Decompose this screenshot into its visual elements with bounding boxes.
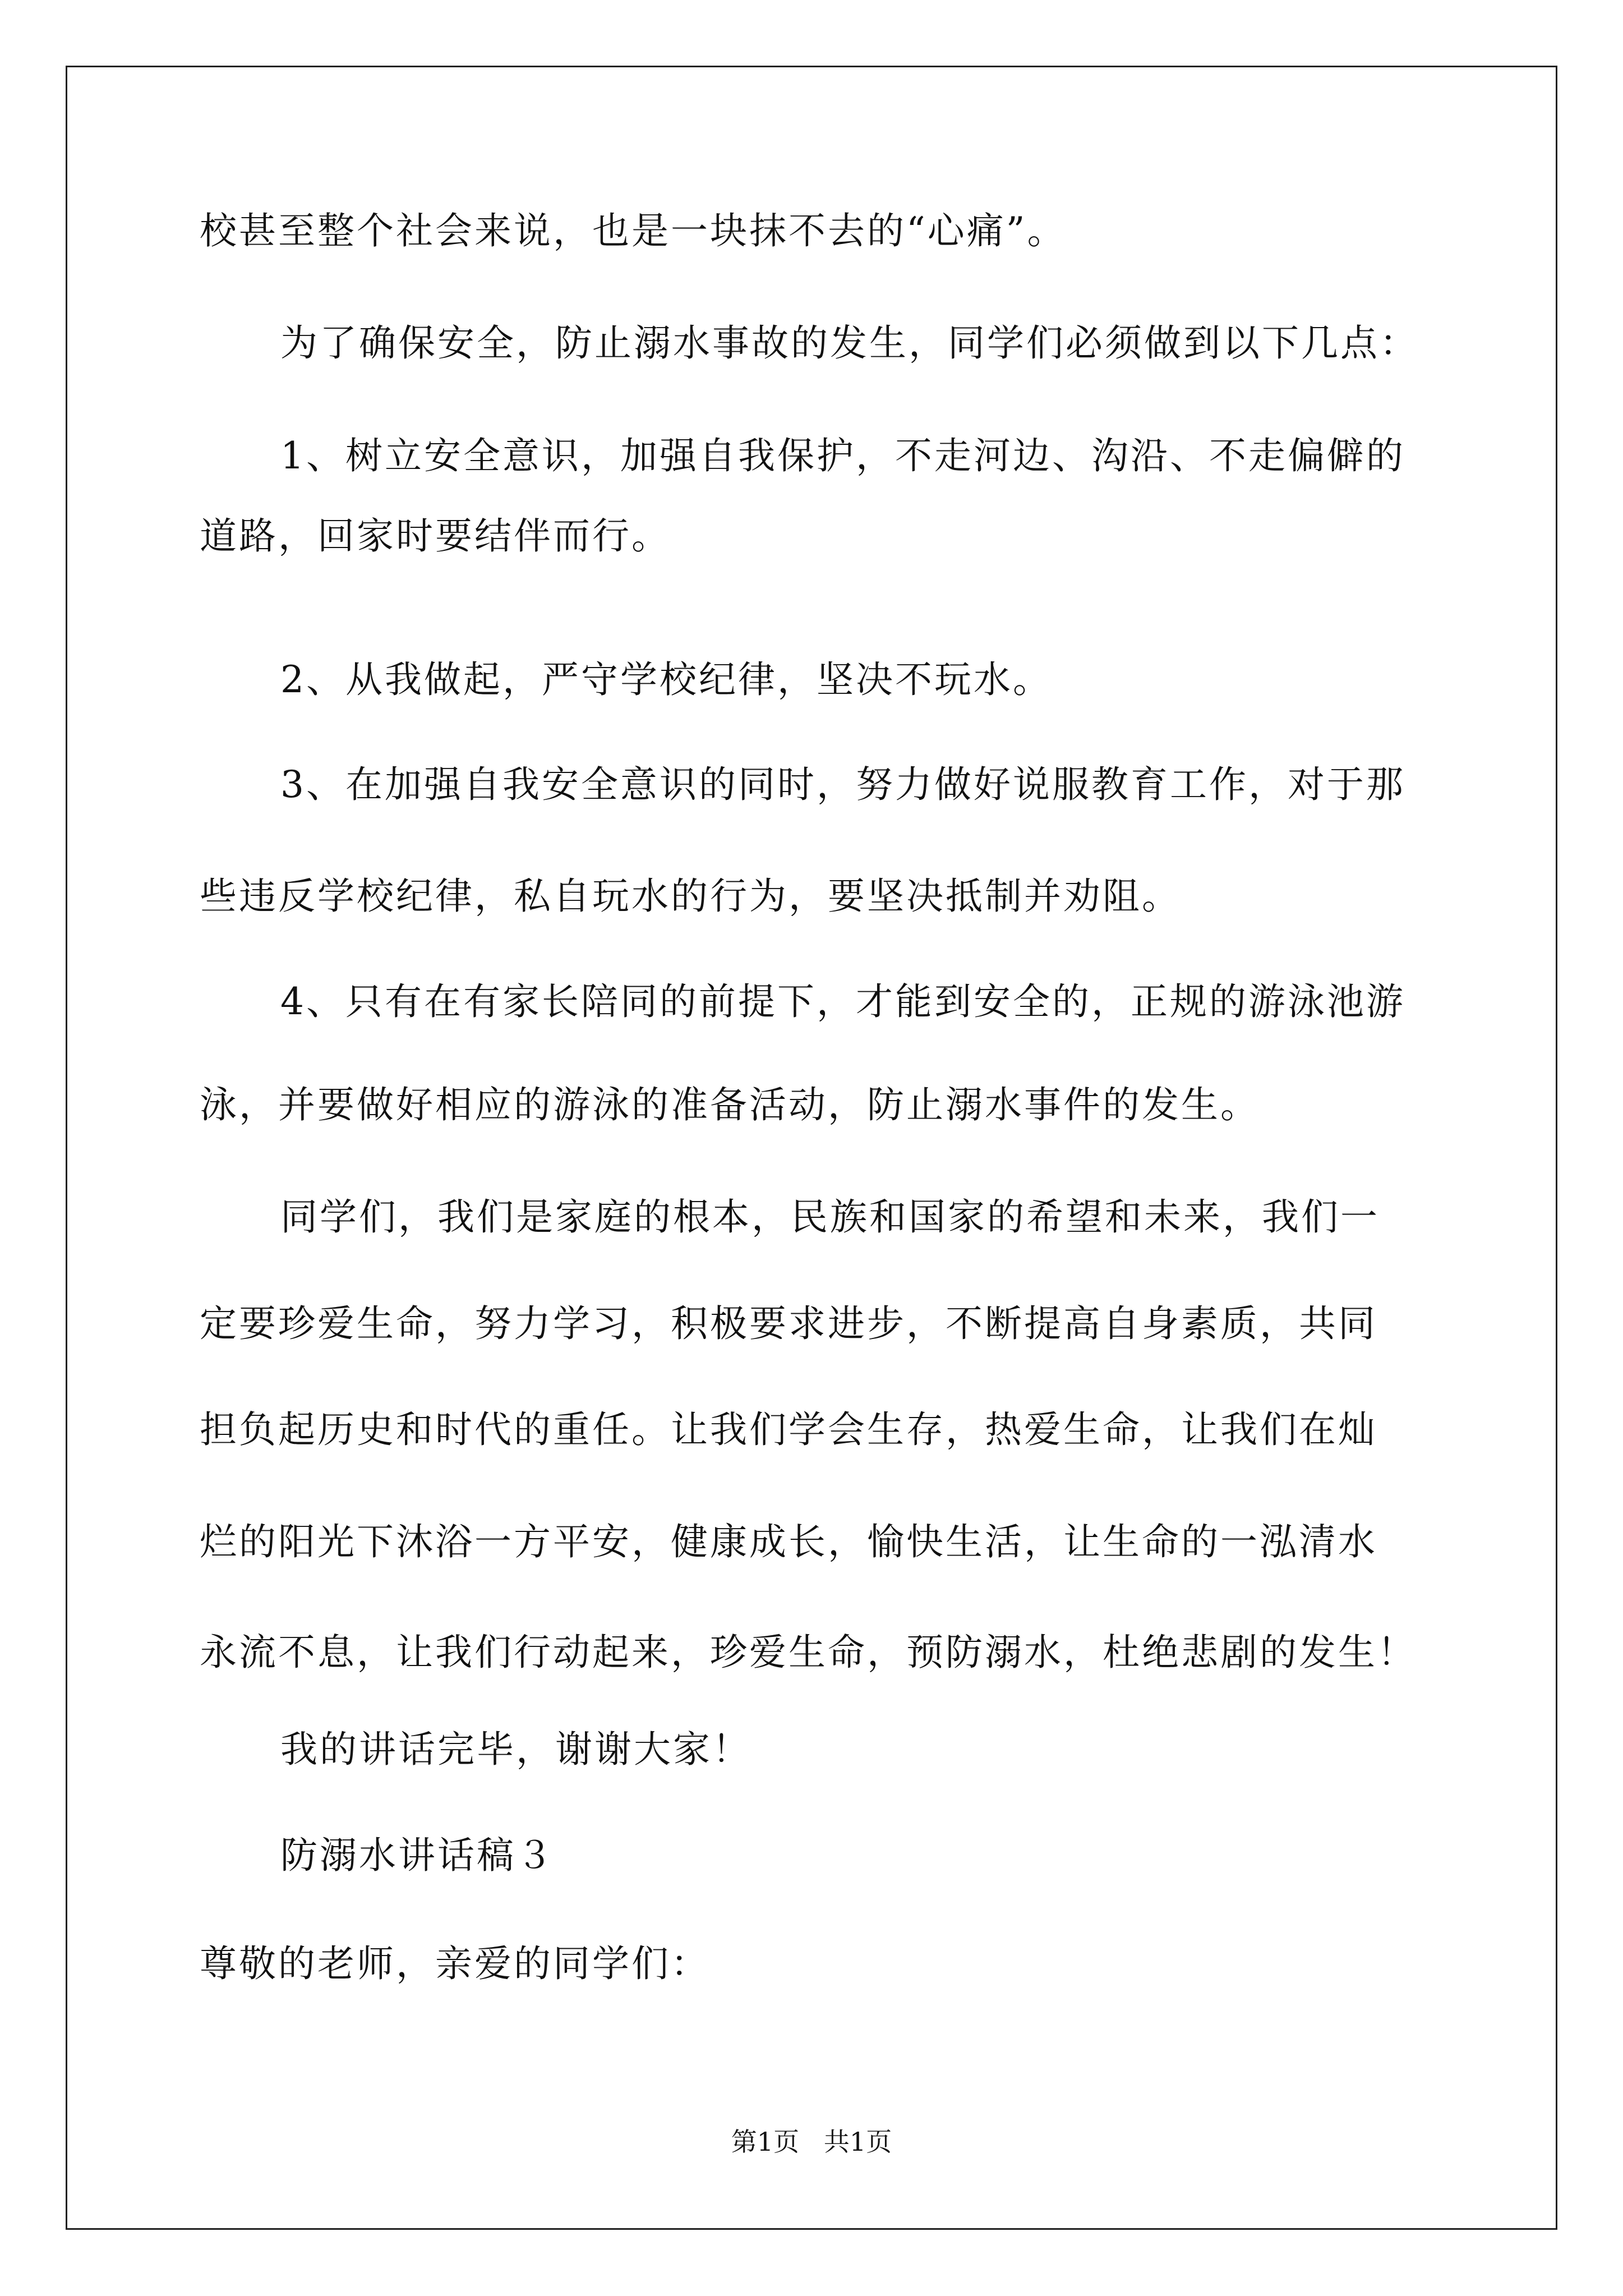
text-line: 些违反学校纪律，私自玩水的行为，要坚决抵制并劝阻。 [200, 875, 1181, 918]
page-footer: 第1页 共1页 [731, 2127, 892, 2157]
text-line: 2、从我做起，严守学校纪律，坚决不玩水。 [280, 658, 1052, 701]
text-line: 3、在加强自我安全意识的同时，努力做好说服教育工作，对于那 [280, 763, 1405, 806]
text-line: 泳，并要做好相应的游泳的准备活动，防止溺水事件的发生。 [200, 1083, 1260, 1126]
text-line: 定要珍爱生命，努力学习，积极要求进步，不断提高自身素质，共同 [200, 1302, 1377, 1345]
text-line: 4、只有在有家长陪同的前提下，才能到安全的，正规的游泳池游 [280, 980, 1405, 1023]
text-line: 我的讲话完毕，谢谢大家！ [280, 1728, 751, 1771]
text-line: 担负起历史和时代的重任。让我们学会生存，热爱生命，让我们在灿 [200, 1408, 1377, 1451]
page-border [66, 66, 1557, 2230]
text-line: 1、树立安全意识，加强自我保护，不走河边、沟沿、不走偏僻的 [280, 434, 1405, 477]
text-line: 防溺水讲话稿３ [280, 1834, 555, 1877]
text-line: 道路，回家时要结伴而行。 [200, 514, 671, 558]
text-line: 烂的阳光下沐浴一方平安，健康成长，愉快生活，让生命的一泓清水 [200, 1520, 1377, 1563]
text-line: 校甚至整个社会来说，也是一块抹不去的“心痛”。 [200, 209, 1067, 252]
text-line: 为了确保安全，防止溺水事故的发生，同学们必须做到以下几点： [280, 321, 1419, 365]
text-line: 永流不息，让我们行动起来，珍爱生命，预防溺水，杜绝悲剧的发生！ [200, 1631, 1417, 1674]
text-line: 同学们，我们是家庭的根本，民族和国家的希望和未来，我们一 [280, 1195, 1380, 1239]
text-line: 尊敬的老师，亲爱的同学们： [200, 1942, 710, 1985]
